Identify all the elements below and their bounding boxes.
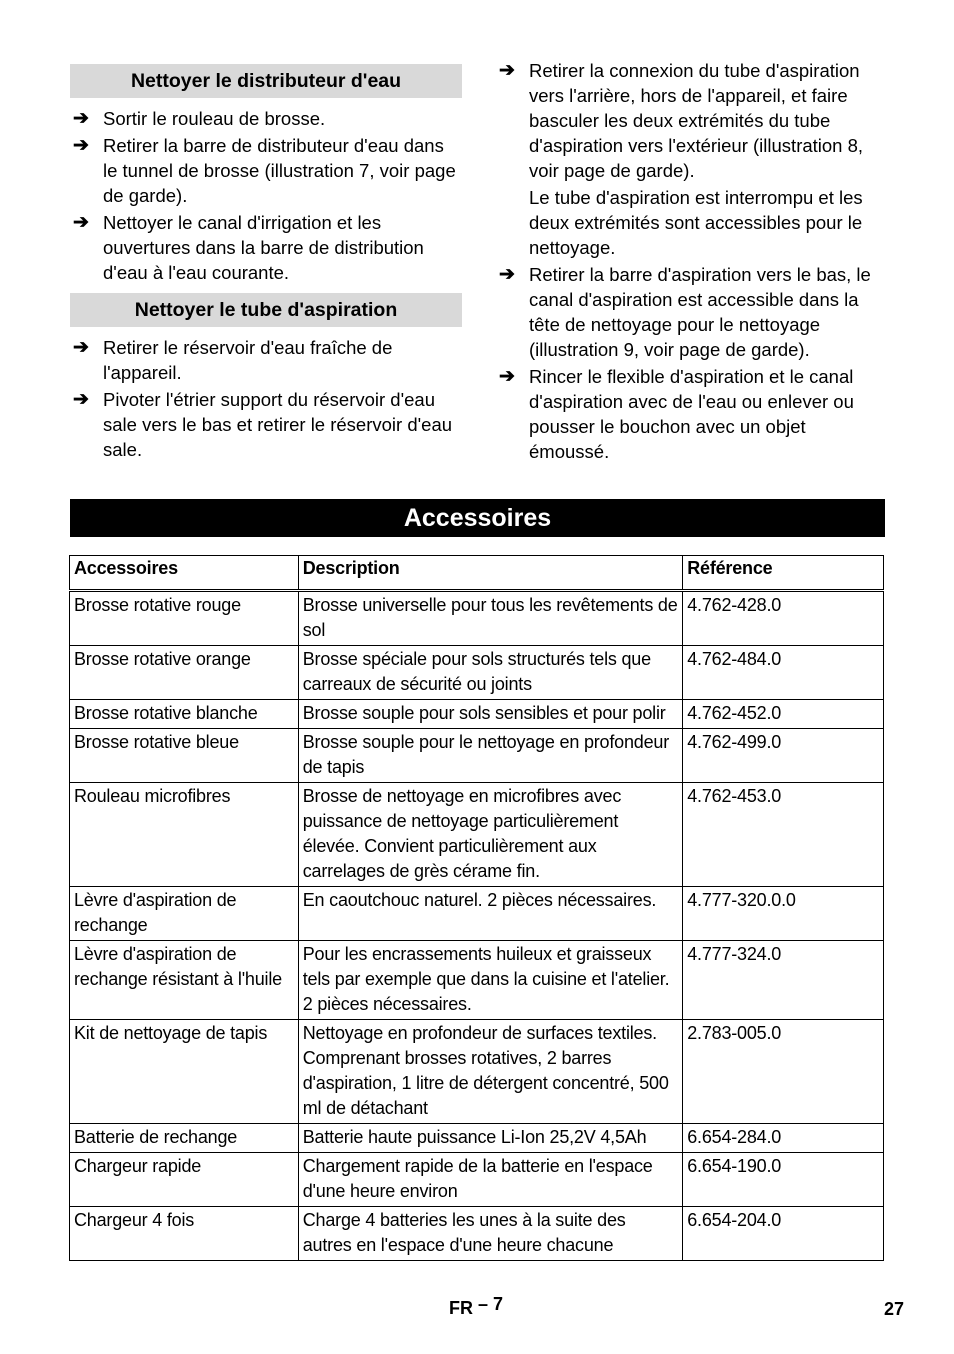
- left-column: [70, 58, 462, 464]
- list-item: ➔ Pivoter l'étrier support du réservoir d'eau sale vers le bas et retirer le réservoir d'eau sale.: [73, 389, 453, 460]
- cell-description: Brosse spéciale pour sols structurés tels que carreaux de sécurité ou joints: [298, 646, 682, 700]
- cell-reference: 4.777-320.0.0: [683, 887, 884, 941]
- table-row: [70, 783, 884, 887]
- cell-reference: 6.654-190.0: [683, 1153, 884, 1207]
- cell-description: En caoutchouc naturel. 2 pièces nécessaires.: [298, 887, 682, 941]
- table-row: [70, 941, 884, 1020]
- cell-reference: 4.762-453.0: [683, 783, 884, 887]
- column-header-accessories: Accessoires: [70, 556, 299, 591]
- table-row: [70, 887, 884, 941]
- list-item: ➔ Sortir le rouleau de brosse.: [73, 108, 326, 129]
- cell-accessory: Brosse rotative bleue: [70, 729, 299, 783]
- arrow-right-icon: ➔: [499, 60, 515, 81]
- cell-description: Batterie haute puissance Li-Ion 25,2V 4,5Ah: [298, 1124, 682, 1153]
- cell-description: Nettoyage en profondeur de surfaces textiles. Comprenant brosses rotatives, 2 barres d'aspiration, 1 litre de détergent concentré, 500 ml de détachant: [298, 1020, 682, 1124]
- cell-reference: 4.762-499.0: [683, 729, 884, 783]
- cell-description: Pour les encrassements huileux et graisseux tels par exemple que dans la cuisine et l'atelier. 2 pièces nécessaires.: [298, 941, 682, 1020]
- table-header-row: [70, 556, 884, 591]
- column-header-reference: Référence: [683, 556, 884, 591]
- list-item: ➔ Rincer le flexible d'aspiration et le canal d'aspiration avec de l'eau ou enlever ou pousser le bouchon avec un objet émoussé.: [499, 366, 854, 462]
- arrow-right-icon: ➔: [73, 389, 89, 410]
- column-header-description: Description: [298, 556, 682, 591]
- note-text: Le tube d'aspiration est interrompu et les deux extrémités sont accessibles pour le nettoyage.: [529, 187, 863, 258]
- table-row: [70, 591, 884, 646]
- cell-accessory: Rouleau microfibres: [70, 783, 299, 887]
- accessories-banner: Accessoires: [70, 499, 885, 537]
- table-row: [70, 700, 884, 729]
- table-row: [70, 646, 884, 700]
- table-row: [70, 1207, 884, 1261]
- cell-accessory: Brosse rotative orange: [70, 646, 299, 700]
- cell-reference: 4.762-452.0: [683, 700, 884, 729]
- cell-reference: 6.654-284.0: [683, 1124, 884, 1153]
- footer-language: FR – 7: [449, 1294, 504, 1318]
- accessories-table: [69, 555, 884, 1261]
- cell-description: Charge 4 batteries les unes à la suite des autres en l'espace d'une heure chacune: [298, 1207, 682, 1261]
- cell-description: Brosse souple pour le nettoyage en profondeur de tapis: [298, 729, 682, 783]
- cell-accessory: Lèvre d'aspiration de rechange résistant à l'huile: [70, 941, 299, 1020]
- section-heading-water-distributor: Nettoyer le distributeur d'eau: [70, 64, 462, 98]
- cell-reference: 6.654-204.0: [683, 1207, 884, 1261]
- right-column: [496, 58, 886, 466]
- list-item: ➔ Retirer la connexion du tube d'aspiration vers l'arrière, hors de l'appareil, et faire basculer les deux extrémités du tube d'aspiration vers l'extérieur (illustration 8, voir page de garde).: [499, 60, 864, 181]
- cell-reference: 4.762-484.0: [683, 646, 884, 700]
- cell-accessory: Lèvre d'aspiration de rechange: [70, 887, 299, 941]
- footer-page-label: – 7: [478, 1294, 504, 1314]
- arrow-right-icon: ➔: [73, 212, 89, 233]
- section-heading-suction-tube: Nettoyer le tube d'aspiration: [70, 293, 462, 327]
- cell-description: Chargement rapide de la batterie en l'espace d'une heure environ: [298, 1153, 682, 1207]
- arrow-right-icon: ➔: [499, 366, 515, 387]
- arrow-right-icon: ➔: [73, 135, 89, 156]
- arrow-right-icon: ➔: [73, 337, 89, 358]
- cell-reference: 2.783-005.0: [683, 1020, 884, 1124]
- list-item: ➔ Retirer la barre d'aspiration vers le bas, le canal d'aspiration est accessible dans la tête de nettoyage pour le nettoyage (illustration 9, voir page de garde).: [499, 264, 871, 360]
- cell-accessory: Kit de nettoyage de tapis: [70, 1020, 299, 1124]
- cell-reference: 4.762-428.0: [683, 591, 884, 646]
- page-number: 27: [884, 1299, 905, 1319]
- table-row: [70, 1124, 884, 1153]
- cell-description: Brosse de nettoyage en microfibres avec puissance de nettoyage particulièrement élevée. Convient particulièrement aux carrelages de grès cérame fin.: [298, 783, 682, 887]
- cell-accessory: Batterie de rechange: [70, 1124, 299, 1153]
- list-item: ➔ Retirer la barre de distributeur d'eau dans le tunnel de brosse (illustration 7, voir page de garde).: [73, 135, 456, 206]
- cell-description: Brosse universelle pour tous les revêtements de sol: [298, 591, 682, 646]
- cell-accessory: Chargeur 4 fois: [70, 1207, 299, 1261]
- list-item: ➔ Retirer le réservoir d'eau fraîche de l'appareil.: [73, 337, 393, 383]
- cell-description: Brosse souple pour sols sensibles et pour polir: [298, 700, 682, 729]
- cell-accessory: Brosse rotative blanche: [70, 700, 299, 729]
- cell-accessory: Brosse rotative rouge: [70, 591, 299, 646]
- cell-reference: 4.777-324.0: [683, 941, 884, 1020]
- arrow-right-icon: ➔: [499, 264, 515, 285]
- cell-accessory: Chargeur rapide: [70, 1153, 299, 1207]
- list-item: ➔ Nettoyer le canal d'irrigation et les ouvertures dans la barre de distribution d'eau à l'eau courante.: [73, 212, 424, 283]
- table-body: [70, 591, 884, 1261]
- arrow-right-icon: ➔: [73, 108, 89, 129]
- table-row: [70, 729, 884, 783]
- table-row: [70, 1153, 884, 1207]
- table-row: [70, 1020, 884, 1124]
